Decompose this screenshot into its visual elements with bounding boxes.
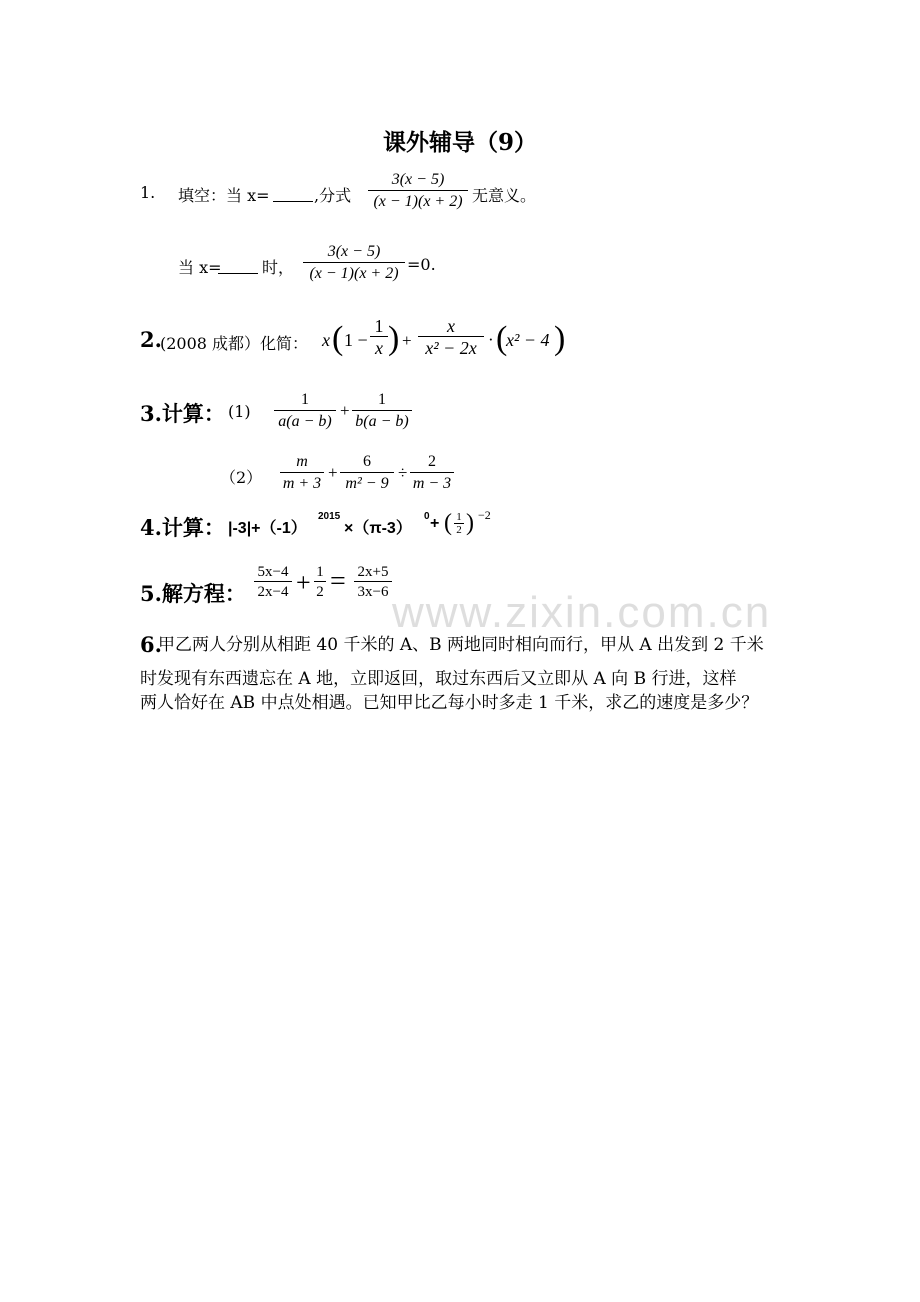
q5-fraction-1: [254, 563, 292, 602]
q2-tail: x² − 4: [506, 330, 550, 350]
q1-line2-suffix: =0.: [407, 255, 436, 274]
fraction-denominator: m + 3: [282, 475, 322, 492]
q1-number: 1.: [140, 183, 156, 202]
fraction-numerator: 1: [301, 391, 309, 408]
left-paren: (: [332, 320, 344, 357]
fraction-denominator: 2x−4: [257, 584, 289, 600]
q5-fraction-3: [354, 563, 392, 602]
q1-line1-prefix: 填空：当 x=: [178, 186, 270, 205]
fraction-numerator: 5x−4: [257, 564, 289, 580]
fraction-denominator: a(a − b): [278, 413, 332, 430]
q1-line2-mid: 时，: [262, 258, 295, 277]
fraction-numerator: 6: [363, 453, 371, 470]
fraction-denominator: 3x−6: [357, 584, 389, 600]
fraction-denominator: (x − 1)(x + 2): [373, 193, 463, 210]
q6-number: 6.: [140, 632, 162, 657]
q1-fraction-1: [368, 170, 468, 213]
q3-p1-fraction-2: [352, 390, 412, 433]
q5-label: 5.解方程：: [140, 581, 246, 606]
q4-expr-part2: ×（π-3）: [344, 520, 412, 537]
q2-fraction-1: [370, 316, 388, 359]
q2-source: (2008 成都）化简：: [160, 334, 309, 353]
q2-x: x: [322, 330, 330, 350]
fraction-numerator: 1: [316, 564, 324, 580]
q3-p1-plus: +: [340, 401, 350, 420]
fraction-denominator: x² − 2x: [425, 338, 477, 358]
q5-fraction-2: [314, 563, 326, 602]
fraction-numerator: 2: [428, 453, 436, 470]
q4-plus: +: [430, 515, 440, 532]
fraction-numerator: 2x+5: [357, 564, 389, 580]
q4-expr-part1: |-3|+（-1）: [228, 520, 307, 537]
q6-line-3: 两人恰好在 AB 中点处相遇。已知甲比乙每小时多走 1 千米，求乙的速度是多少？: [140, 693, 759, 713]
right-paren: ): [388, 320, 400, 357]
right-paren: ): [554, 320, 566, 357]
q5-equals: =: [330, 566, 346, 597]
q1-blank-2[interactable]: [218, 257, 258, 274]
q5-plus: +: [296, 568, 311, 597]
q3-label: 3.计算：: [140, 401, 225, 426]
fraction-numerator: 3(x − 5): [391, 171, 445, 188]
q1-line2-prefix: 当 x=: [178, 258, 222, 277]
q3-part-1-label: (1): [228, 402, 251, 421]
fraction-numerator: 3(x − 5): [327, 243, 381, 260]
fraction-denominator: (x − 1)(x + 2): [309, 265, 399, 282]
q3-p2-fraction-1: [280, 452, 324, 495]
q3-p2-fraction-2: [340, 452, 394, 495]
q4-half-fraction: [454, 511, 464, 536]
q2-number: 2.: [140, 327, 162, 352]
page-title: 课外辅导（9）: [382, 129, 537, 156]
left-paren: (: [496, 320, 508, 357]
q4-exponent-2015: 2015: [318, 511, 341, 522]
right-paren: ): [466, 510, 474, 536]
q4-label: 4.计算：: [140, 515, 225, 540]
q3-p2-fraction-3: [410, 452, 454, 495]
q2-dot: ·: [488, 330, 494, 349]
watermark: www.zixin.com.cn: [392, 588, 772, 637]
fraction-denominator: b(a − b): [355, 413, 409, 430]
fraction-denominator: 2: [456, 524, 462, 536]
q2-one-minus: 1 −: [344, 330, 368, 350]
q3-p2-plus: +: [328, 463, 338, 482]
fraction-numerator: x: [447, 316, 455, 336]
q6-line-1: 甲乙两人分别从相距 40 千米的 A、B 两地同时相向而行，甲从 A 出发到 2 千米: [158, 635, 764, 655]
q2-fraction-2: [418, 316, 484, 359]
q3-p2-divide: ÷: [398, 463, 408, 482]
q3-part-2-label: （2）: [220, 468, 263, 487]
q4-exponent-neg2: −2: [478, 508, 491, 522]
q6-line-2: 时发现有东西遗忘在 A 地，立即返回，取过东西后又立即从 A 向 B 行进，这样: [140, 669, 737, 689]
fraction-denominator: m² − 9: [345, 475, 389, 492]
q1-fraction-2: [303, 242, 405, 285]
fraction-denominator: m − 3: [412, 475, 452, 492]
fraction-numerator: 1: [378, 391, 386, 408]
fraction-numerator: m: [296, 453, 308, 470]
fraction-numerator: 1: [456, 511, 462, 523]
q1-line1-suffix: 无意义。: [472, 186, 537, 205]
fraction-denominator: x: [375, 338, 383, 358]
fraction-numerator: 1: [374, 316, 384, 336]
q1-blank-1[interactable]: [273, 185, 313, 202]
fraction-denominator: 2: [316, 584, 324, 600]
q4-exponent-0: 0: [424, 511, 430, 522]
q2-plus: +: [402, 331, 412, 350]
left-paren: (: [444, 510, 452, 536]
q1-line1-mid: ,分式: [314, 186, 352, 205]
q3-p1-fraction-1: [274, 390, 336, 433]
